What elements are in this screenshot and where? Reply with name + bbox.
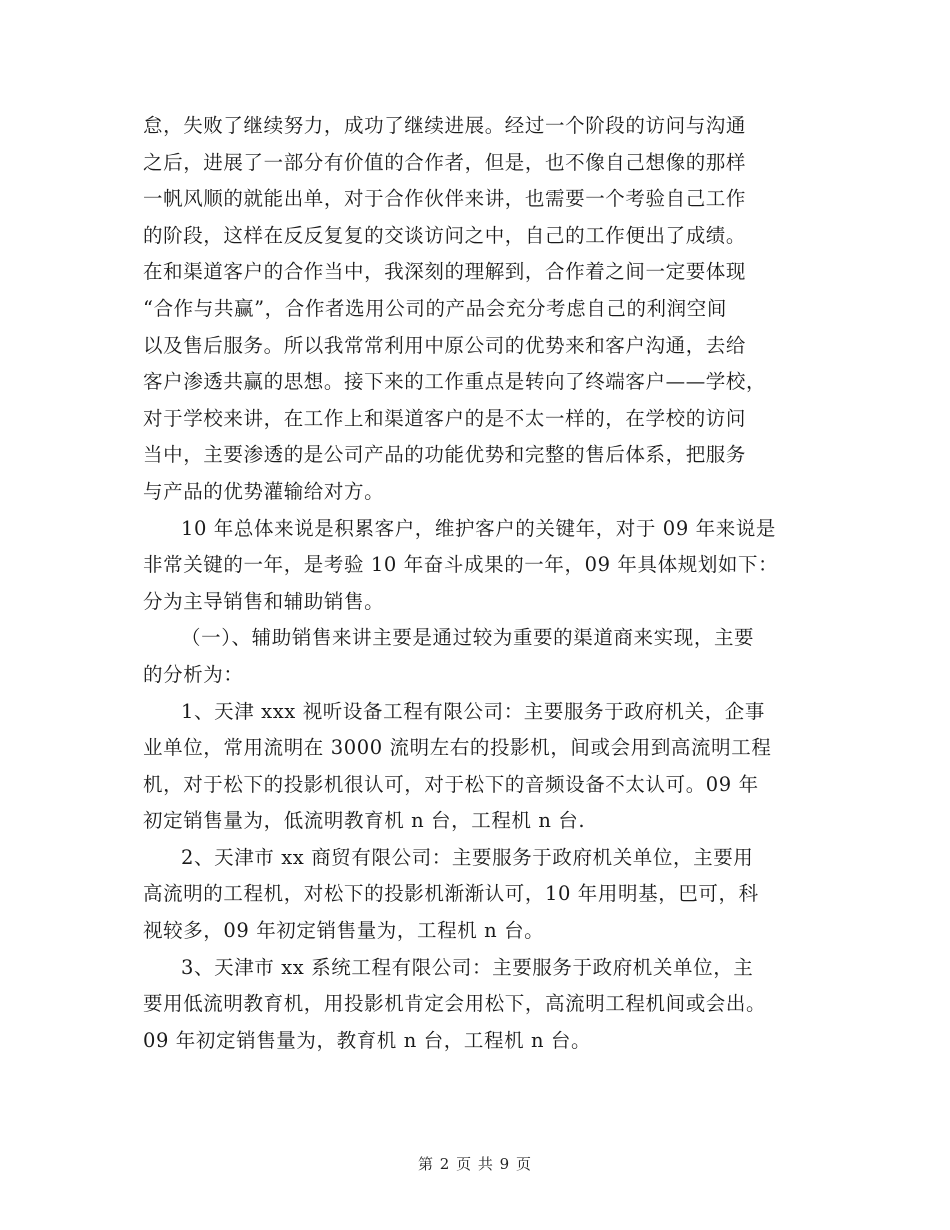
- text-line: 3、天津市 xx 系统工程有限公司：主要服务于政府机关单位，主: [181, 955, 754, 979]
- document-body: [143, 108, 813, 1059]
- text-line: 业单位，常用流明在 3000 流明左右的投影机，间或会用到高流明工程: [143, 736, 772, 760]
- text-line: 视较多，09 年初定销售量为，工程机 n 台。: [143, 919, 545, 943]
- text-line: 09 年初定销售量为，教育机 n 台，工程机 n 台。: [143, 1028, 592, 1052]
- text-line: 与产品的优势灌输给对方。: [143, 479, 385, 503]
- text-line: 当中，主要渗透的是公司产品的功能优势和完整的售后体系，把服务: [143, 443, 747, 467]
- text-line: 要用低流明教育机，用投影机肯定会用松下，高流明工程机间或会出。: [143, 992, 767, 1016]
- text-line: 初定销售量为，低流明教育机 n 台，工程机 n 台.: [143, 809, 586, 833]
- text-line: （一）、辅助销售来讲主要是通过较为重要的渠道商来实现，主要: [181, 626, 755, 650]
- text-line: 的分析为：: [143, 662, 244, 686]
- text-line: 怠，失败了继续努力，成功了继续进展。经过一个阶段的访问与沟通: [143, 114, 747, 137]
- text-line: 高流明的工程机，对松下的投影机渐渐认可，10 年用明基，巴可，科: [143, 882, 759, 906]
- text-line: 一帆风顺的就能出单，对于合作伙伴来讲，也需要一个考验自己工作: [143, 187, 747, 211]
- page-number-footer: 第 2 页 共 9 页: [418, 1155, 532, 1173]
- text-line: 在和渠道客户的合作当中，我深刻的理解到，合作着之间一定要体现: [143, 260, 747, 284]
- text-line: 2、天津市 xx 商贸有限公司：主要服务于政府机关单位，主要用: [181, 845, 754, 869]
- text-line: 分为主导销售和辅助销售。: [143, 589, 385, 613]
- text-line: 非常关键的一年，是考验 10 年奋斗成果的一年，09 年具体规划如下：: [143, 553, 779, 577]
- text-line: 以及售后服务。所以我常常利用中原公司的优势来和客户沟通，去给: [143, 333, 747, 357]
- text-line: “合作与共赢”，合作者选用公司的产品会充分考虑自己的利润空间: [143, 296, 727, 320]
- text-line: 的阶段，这样在反反复复的交谈访问之中，自己的工作便出了成绩。: [143, 223, 747, 247]
- text-line: 之后，进展了一部分有价值的合作者，但是，也不像自己想像的那样: [143, 150, 747, 174]
- text-line: 机，对于松下的投影机很认可，对于松下的音频设备不太认可。09 年: [143, 772, 759, 796]
- text-line: 对于学校来讲，在工作上和渠道客户的是不太一样的，在学校的访问: [143, 406, 747, 430]
- text-line: 10 年总体来说是积累客户，维护客户的关键年，对于 09 年来说是: [181, 516, 777, 540]
- text-line: 客户渗透共赢的思想。接下来的工作重点是转向了终端客户——学校，: [143, 370, 767, 394]
- text-line: 1、天津 xxx 视听设备工程有限公司：主要服务于政府机关，企事: [181, 699, 765, 723]
